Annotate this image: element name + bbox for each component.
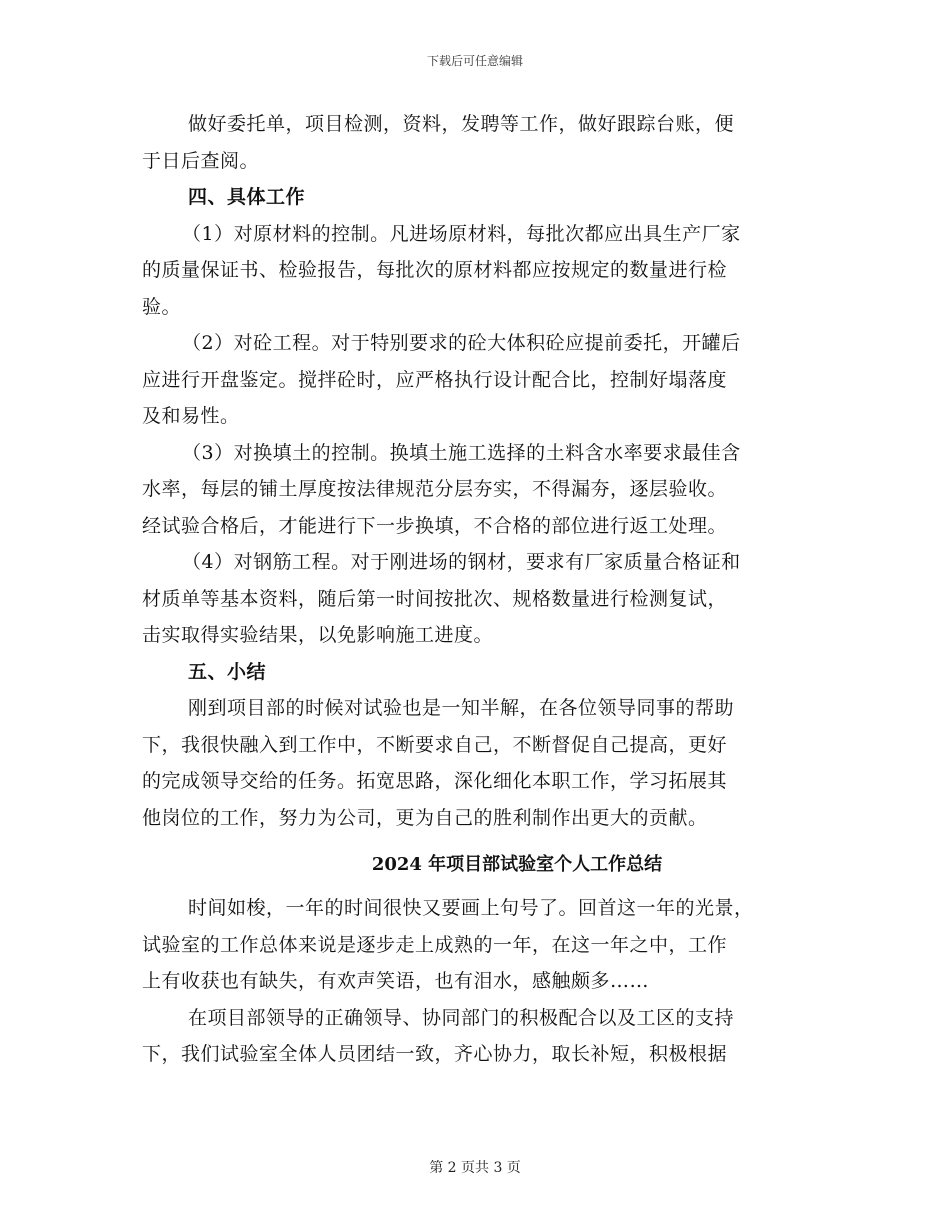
section-heading: 五、小结: [188, 660, 267, 683]
paragraph-line: 的质量保证书、检验报告，每批次的原材料都应按规定的数量进行检: [142, 259, 728, 281]
paragraph-line: 刚到项目部的时候对试验也是一知半解，在各位领导同事的帮助: [188, 697, 735, 719]
paragraph-line: 及和易性。: [142, 405, 240, 427]
paragraph-line: 下，我们试验室全体人员团结一致，齐心协力，取长补短，积极根据: [142, 1043, 728, 1065]
paragraph-line: 经试验合格后，才能进行下一步换填，不合格的部位进行返工处理。: [142, 514, 728, 537]
paragraph-line: 的完成领导交给的任务。拓宽思路，深化细化本职工作，学习拓展其: [142, 770, 728, 792]
paragraph-line: 材质单等基本资料，随后第一时间按批次、规格数量进行检测复试，: [142, 587, 728, 610]
section-heading: 四、具体工作: [188, 186, 306, 208]
document-body: [142, 106, 832, 1073]
paragraph-line: 击实取得实验结果，以免影响施工进度。: [142, 624, 494, 646]
paragraph-line: 下，我很快融入到工作中，不断要求自己，不断督促自己提高，更好: [142, 733, 728, 756]
paragraph-line: 验。: [142, 295, 182, 318]
paragraph-line: 他岗位的工作，努力为公司，更为自己的胜利制作出更大的贡献。: [142, 806, 708, 829]
paragraph-line: 在项目部领导的正确领导、协同部门的积极配合以及工区的支持: [188, 1006, 735, 1029]
paragraph-line: 做好委托单，项目检测，资料，发聘等工作，做好跟踪台账，便: [188, 113, 735, 135]
paragraph-line: 上有收获也有缺失，有欢声笑语，也有泪水，感触颇多……: [142, 970, 650, 992]
paragraph-line: （1）对原材料的控制。凡进场原材料，每批次都应出具生产厂家: [182, 222, 741, 245]
document-title: 2024 年项目部试验室个人工作总结: [371, 854, 663, 875]
page-header: 下载后可任意编辑: [426, 54, 523, 68]
paragraph-line: （2）对砼工程。对于特别要求的砼大体积砼应提前委托，开罐后: [182, 332, 741, 354]
paragraph-line: 于日后查阅。: [142, 149, 260, 172]
paragraph-line: （4）对钢筋工程。对于刚进场的钢材，要求有厂家质量合格证和: [182, 551, 741, 573]
paragraph-line: 时间如梭，一年的时间很快又要画上句号了。回首这一年的光景，: [188, 897, 754, 919]
paragraph-line: （3）对换填土的控制。换填土施工选择的土料含水率要求最佳含: [182, 441, 741, 464]
paragraph-line: 应进行开盘鉴定。搅拌砼时，应严格执行设计配合比，控制好塌落度: [142, 368, 728, 391]
paragraph-line: 试验室的工作总体来说是逐步走上成熟的一年，在这一年之中，工作: [142, 933, 728, 956]
page-footer: 第 2 页共 3 页: [429, 1160, 521, 1176]
paragraph-line: 水率，每层的铺土厚度按法律规范分层夯实，不得漏夯，逐层验收。: [142, 478, 728, 500]
